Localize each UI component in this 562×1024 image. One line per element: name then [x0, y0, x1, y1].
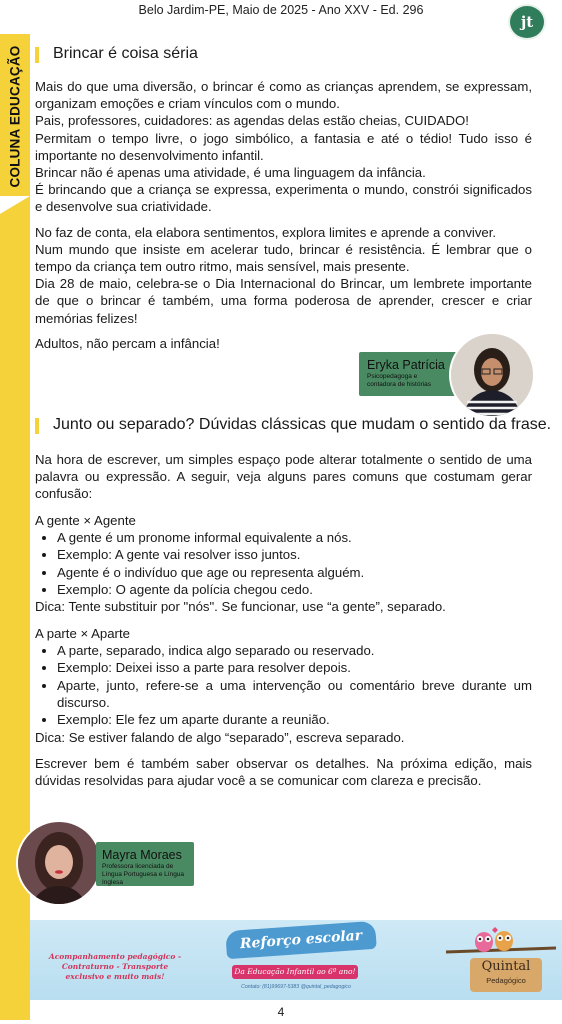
list-item: • Exemplo: Deixei isso a parte para resolver depois.	[57, 659, 532, 676]
tip: Dica: Se estiver falando de algo “separado”, escreva separado.	[35, 729, 405, 745]
ad-contact: Contato: (81)99697-5383 @quintal_pedagogico	[241, 984, 351, 990]
paragraph: Num mundo que insiste em acelerar tudo, brincar é resistência. É lembrar que o tempo da criança tem outro ritmo, mais sensível, mais presente.	[35, 241, 532, 275]
column-label	[2, 42, 28, 190]
paragraph: Pais, professores, cuidadores: as agendas delas estão cheias, CUIDADO!	[35, 113, 469, 129]
article1-body	[35, 78, 532, 352]
paragraph: Permitam o tempo livre, o jogo simbólico, a fantasia e até o tédio! Tudo isso é importante no desenvolvimento infantil.	[35, 130, 532, 163]
author-role: Professora licenciada de Língua Portuguesa e Língua Inglesa	[102, 863, 185, 886]
list-item: • Exemplo: O agente da polícia chegou cedo.	[57, 581, 532, 598]
list-item: • Aparte, junto, refere-se a uma intervenção ou comentário breve durante um discurso.	[57, 677, 532, 712]
article1-title: Brincar é coisa séria	[35, 45, 198, 63]
title-marker	[35, 418, 39, 434]
ad-services-text: Acompanhamento pedagógico - Contraturno - Transporte exclusivo e muito mais!	[48, 952, 182, 981]
paragraph: Mais do que uma diversão, o brincar é como as crianças aprendem, se expressam, organizam emoções e criam vínculos com o mundo.	[35, 79, 532, 112]
tip: Dica: Tente substituir por "nós". Se funcionar, use “a gente”, separado.	[35, 599, 446, 615]
author-name: Mayra Moraes	[102, 848, 182, 862]
author-photo-eryka	[449, 332, 535, 418]
ad-ribbon-text: Da Educação Infantil ao 6º ano!	[234, 967, 356, 976]
column-label-text: COLUNA EDUCAÇÃO	[7, 45, 23, 187]
intro-paragraph: Na hora de escrever, um simples espaço pode alterar totalmente o sentido de uma palavra ou expressão. A seguir, veja alguns pares comuns que costumam gerar confusão:	[35, 452, 532, 502]
pair-list	[35, 642, 532, 729]
newspaper-logo: jt	[508, 4, 546, 40]
page-number: 4	[277, 1005, 285, 1019]
author-role: Psicopedagoga e contadora de histórias	[367, 373, 431, 388]
ad-ribbon	[232, 965, 358, 979]
ad-title-banner	[225, 921, 377, 959]
advertisement-banner	[30, 920, 562, 1000]
paragraph: No faz de conta, ela elabora sentimentos, explora limites e aprende a conviver.	[35, 224, 497, 240]
author-card-mayra	[96, 842, 194, 886]
article2-body	[35, 451, 532, 789]
edition-line: Belo Jardim-PE, Maio de 2025 - Ano XXV - Ed. 296	[138, 3, 424, 17]
title-marker	[35, 47, 39, 63]
ad-title: Reforço escolar	[239, 927, 363, 953]
brand-name: Quintal	[481, 959, 531, 974]
list-item: • A gente é um pronome informal equivalente a nós.	[57, 529, 532, 546]
list-item: • Agente é o indivíduo que age ou representa alguém.	[57, 564, 532, 581]
pair-heading: A parte × Aparte	[35, 625, 130, 641]
closing-paragraph: Escrever bem é também saber observar os detalhes. Na próxima edição, mais dúvidas resolvidas para ajudar você a se comunicar com clareza e precisão.	[35, 756, 532, 789]
pair-heading: A gente × Agente	[35, 512, 136, 528]
brand-subtitle: Pedagógico	[486, 976, 526, 985]
article2-title: Junto ou separado? Dúvidas clássicas que mudam o sentido da frase.	[35, 416, 551, 434]
list-item: • Exemplo: Ele fez um aparte durante a reunião.	[57, 711, 532, 728]
list-item: • A parte, separado, indica algo separado ou reservado.	[57, 642, 532, 659]
author-name: Eryka Patrícia	[367, 358, 445, 372]
paragraph: É brincando que a criança se expressa, experimenta o mundo, constrói significados e desenvolve sua criatividade.	[35, 182, 532, 215]
paragraph: Brincar não é apenas uma atividade, é uma linguagem da infância.	[35, 165, 426, 181]
paragraph: Dia 28 de maio, celebra-se o Dia Internacional do Brincar, um lembrete importante de que o brincar é também, uma forma poderosa de aprender, crescer e criar memórias felizes!	[35, 276, 532, 326]
pair-list	[35, 529, 532, 599]
brand-sign	[470, 958, 542, 992]
owls-illustration	[446, 926, 556, 956]
paragraph: Adultos, não percam a infância!	[35, 335, 220, 351]
author-photo-mayra	[16, 820, 102, 906]
list-item: • Exemplo: A gente vai resolver isso juntos.	[57, 546, 532, 563]
